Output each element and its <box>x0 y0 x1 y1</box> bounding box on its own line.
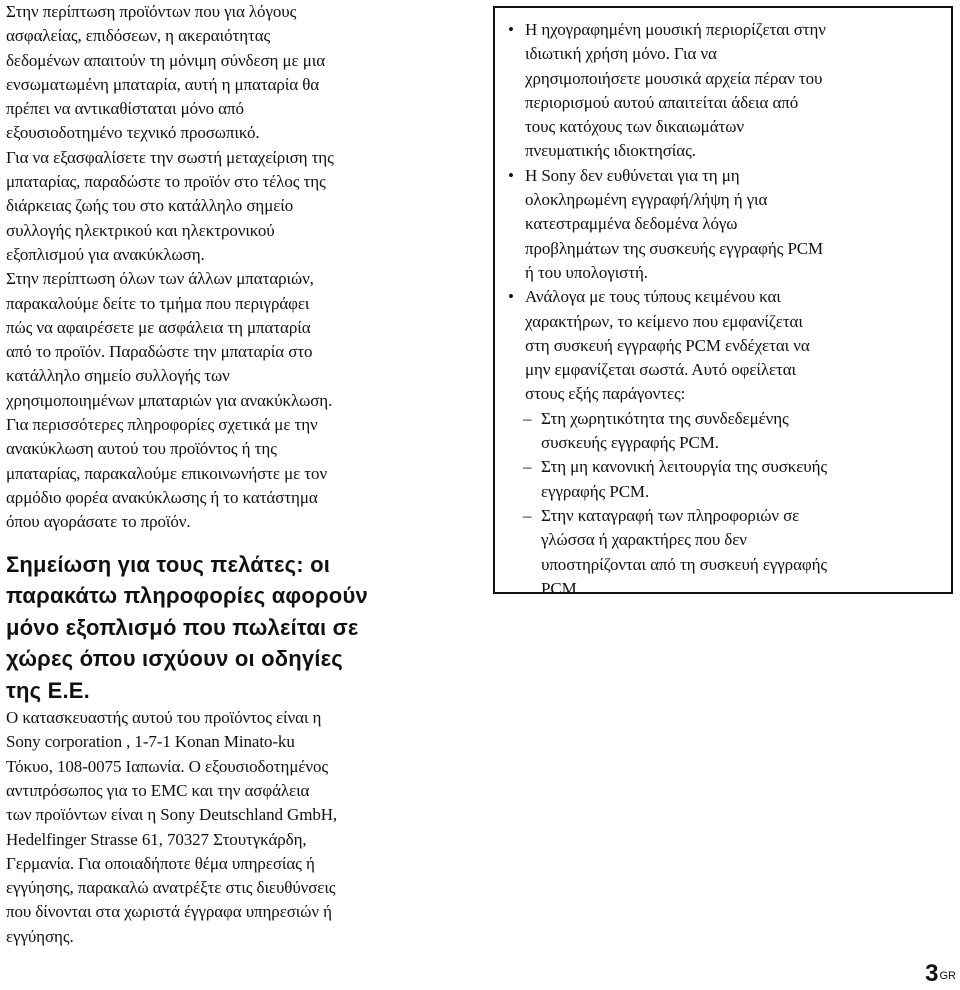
heading-line: χώρες όπου ισχύουν οι οδηγίες <box>6 646 343 672</box>
bullet-item-private-use <box>495 18 951 164</box>
dash-item-language <box>495 504 951 601</box>
text-line: κατεστραμμένα δεδομένα λόγω <box>525 214 738 234</box>
text-line: PCM. <box>541 578 581 598</box>
text-line: Στην καταγραφή των πληροφοριών σε <box>541 505 800 525</box>
other-batteries-paragraph <box>6 267 472 413</box>
text-line: προβλημάτων της συσκευής εγγραφής PCM <box>525 238 824 258</box>
text-line: δεδομένων απαιτούν τη μόνιμη σύνδεση με μια <box>6 50 325 70</box>
text-line: αντιπρόσωπος για το EMC και την ασφάλεια <box>6 780 310 800</box>
text-line: όπου αγοράσατε το προϊόν. <box>6 512 191 532</box>
dash-mark: – <box>523 505 532 525</box>
eu-customers-heading <box>6 549 472 707</box>
left-column <box>6 0 472 949</box>
text-line: υποστηρίζονται από τη συσκευή εγγραφής <box>541 554 828 574</box>
text-line: ενσωματωμένη μπαταρία, αυτή η μπαταρία θα <box>6 74 320 94</box>
text-line: ή του υπολογιστή. <box>525 262 648 282</box>
text-line: χρησιμοποιήσετε μουσικά αρχεία πέραν του <box>525 68 823 88</box>
text-line: Ανάλογα με τους τύπους κειμένου και <box>525 287 781 307</box>
text-line: στους εξής παράγοντες: <box>525 384 686 404</box>
text-line: Στη χωρητικότητα της συνδεδεμένης <box>541 408 789 428</box>
text-line: Στην περίπτωση όλων των άλλων μπαταριών, <box>6 269 314 289</box>
notes-box <box>493 6 953 598</box>
text-line: Η ηχογραφημένη μουσική περιορίζεται στην <box>525 20 826 39</box>
text-line: από το προϊόν. Παραδώστε την μπαταρία στο <box>6 342 313 362</box>
bullet-mark: • <box>508 165 514 185</box>
text-line: μπαταρίας, παρακαλούμε επικοινωνήστε με τον <box>6 463 328 483</box>
text-line: Ο κατασκευαστής αυτού του προϊόντος είναι η <box>6 708 322 728</box>
heading-line: μόνο εξοπλισμό που πωλείται σε <box>6 614 359 640</box>
text-line: Γερμανία. Για οποιαδήποτε θέμα υπηρεσίας ή <box>6 853 315 873</box>
text-line: περιορισμού αυτού απαιτείται άδεια από <box>525 92 799 112</box>
text-line: Στην περίπτωση προϊόντων που για λόγους <box>6 2 297 21</box>
manufacturer-paragraph <box>6 706 472 949</box>
text-line: Hedelfinger Strasse 61, 70327 Στουτγκάρδη, <box>6 829 307 849</box>
heading-line: της Ε.Ε. <box>6 677 90 703</box>
text-line: των προϊόντων είναι η Sony Deutschland GmbH, <box>6 805 338 825</box>
text-line: μην εμφανίζεται σωστά. Αυτό οφείλεται <box>525 360 797 380</box>
text-line: Τόκυο, 108-0075 Ιαπωνία. Ο εξουσιοδοτημένος <box>6 756 328 776</box>
text-line: εγγύησης, παρακαλώ ανατρέξτε στις διευθύνσεις <box>6 878 336 898</box>
text-line: εγγύησης. <box>6 926 74 946</box>
dash-item-capacity <box>495 407 951 456</box>
text-line: στη συσκευή εγγραφής PCM ενδέχεται να <box>525 335 810 355</box>
page-number-suffix: GR <box>939 970 956 982</box>
page-number-value: 3 <box>925 960 939 987</box>
text-line: συλλογής ηλεκτρικού και ηλεκτρονικού <box>6 220 275 240</box>
battery-disposal-paragraph <box>6 146 472 267</box>
text-line: τους κατόχους των δικαιωμάτων <box>525 117 744 137</box>
text-line: Για να εξασφαλίσετε την σωστή μεταχείριση της <box>6 147 334 167</box>
text-line: αρμόδιο φορέα ανακύκλωσης ή το κατάστημα <box>6 487 318 507</box>
text-line: Για περισσότερες πληροφορίες σχετικά με την <box>6 415 318 435</box>
text-line: εξοπλισμού για ανακύκλωση. <box>6 244 205 264</box>
text-line: ασφαλείας, επιδόσεων, η ακεραιότητας <box>6 26 271 46</box>
text-line: παρακαλούμε δείτε το τμήμα που περιγράφει <box>6 293 310 313</box>
text-line: εγγραφής PCM. <box>541 481 650 501</box>
text-line: που δίνονται στα χωριστά έγγραφα υπηρεσιών ή <box>6 902 332 922</box>
text-line: Στη μη κανονική λειτουργία της συσκευής <box>541 457 828 477</box>
text-line: πώς να αφαιρέσετε με ασφάλεια τη μπαταρία <box>6 317 311 337</box>
text-line: κατάλληλο σημείο συλλογής των <box>6 366 230 386</box>
dash-mark: – <box>523 457 532 477</box>
text-line: πνευματικής ιδιοκτησίας. <box>525 141 696 161</box>
heading-line: Σημείωση για τους πελάτες: οι <box>6 551 331 577</box>
text-line: χαρακτήρων, το κείμενο που εμφανίζεται <box>525 311 803 331</box>
text-line: πρέπει να αντικαθίσταται μόνο από <box>6 99 244 119</box>
battery-replacement-paragraph <box>6 0 472 146</box>
text-line: διάρκειας ζωής του στο κατάλληλο σημείο <box>6 196 294 216</box>
bullet-item-liability <box>495 164 951 285</box>
recycling-info-paragraph <box>6 413 472 534</box>
text-line: μπαταρίας, παραδώστε το προϊόν στο τέλος της <box>6 172 326 192</box>
dash-item-malfunction <box>495 455 951 504</box>
bullet-item-text-display <box>495 285 951 406</box>
heading-line: παρακάτω πληροφορίες αφορούν <box>6 583 368 609</box>
text-line: χρησιμοποιημένων μπαταριών για ανακύκλωση. <box>6 390 333 410</box>
bullet-mark: • <box>508 20 514 39</box>
text-line: Η Sony δεν ευθύνεται για τη μη <box>525 165 740 185</box>
bullet-mark: • <box>508 287 514 307</box>
text-line: ανακύκλωση αυτού του προϊόντος ή της <box>6 439 277 459</box>
dash-mark: – <box>523 408 532 428</box>
text-line: συσκευής εγγραφής PCM. <box>541 433 719 453</box>
page-number <box>925 960 956 988</box>
text-line: Sony corporation , 1-7-1 Konan Minato-ku <box>6 732 295 752</box>
text-line: εξουσιοδοτημένο τεχνικό προσωπικό. <box>6 123 260 143</box>
text-line: γλώσσα ή χαρακτήρες που δεν <box>541 530 747 550</box>
text-line: ιδιωτική χρήση μόνο. Για να <box>525 44 717 64</box>
text-line: ολοκληρωμένη εγγραφή/λήψη ή για <box>525 190 768 210</box>
